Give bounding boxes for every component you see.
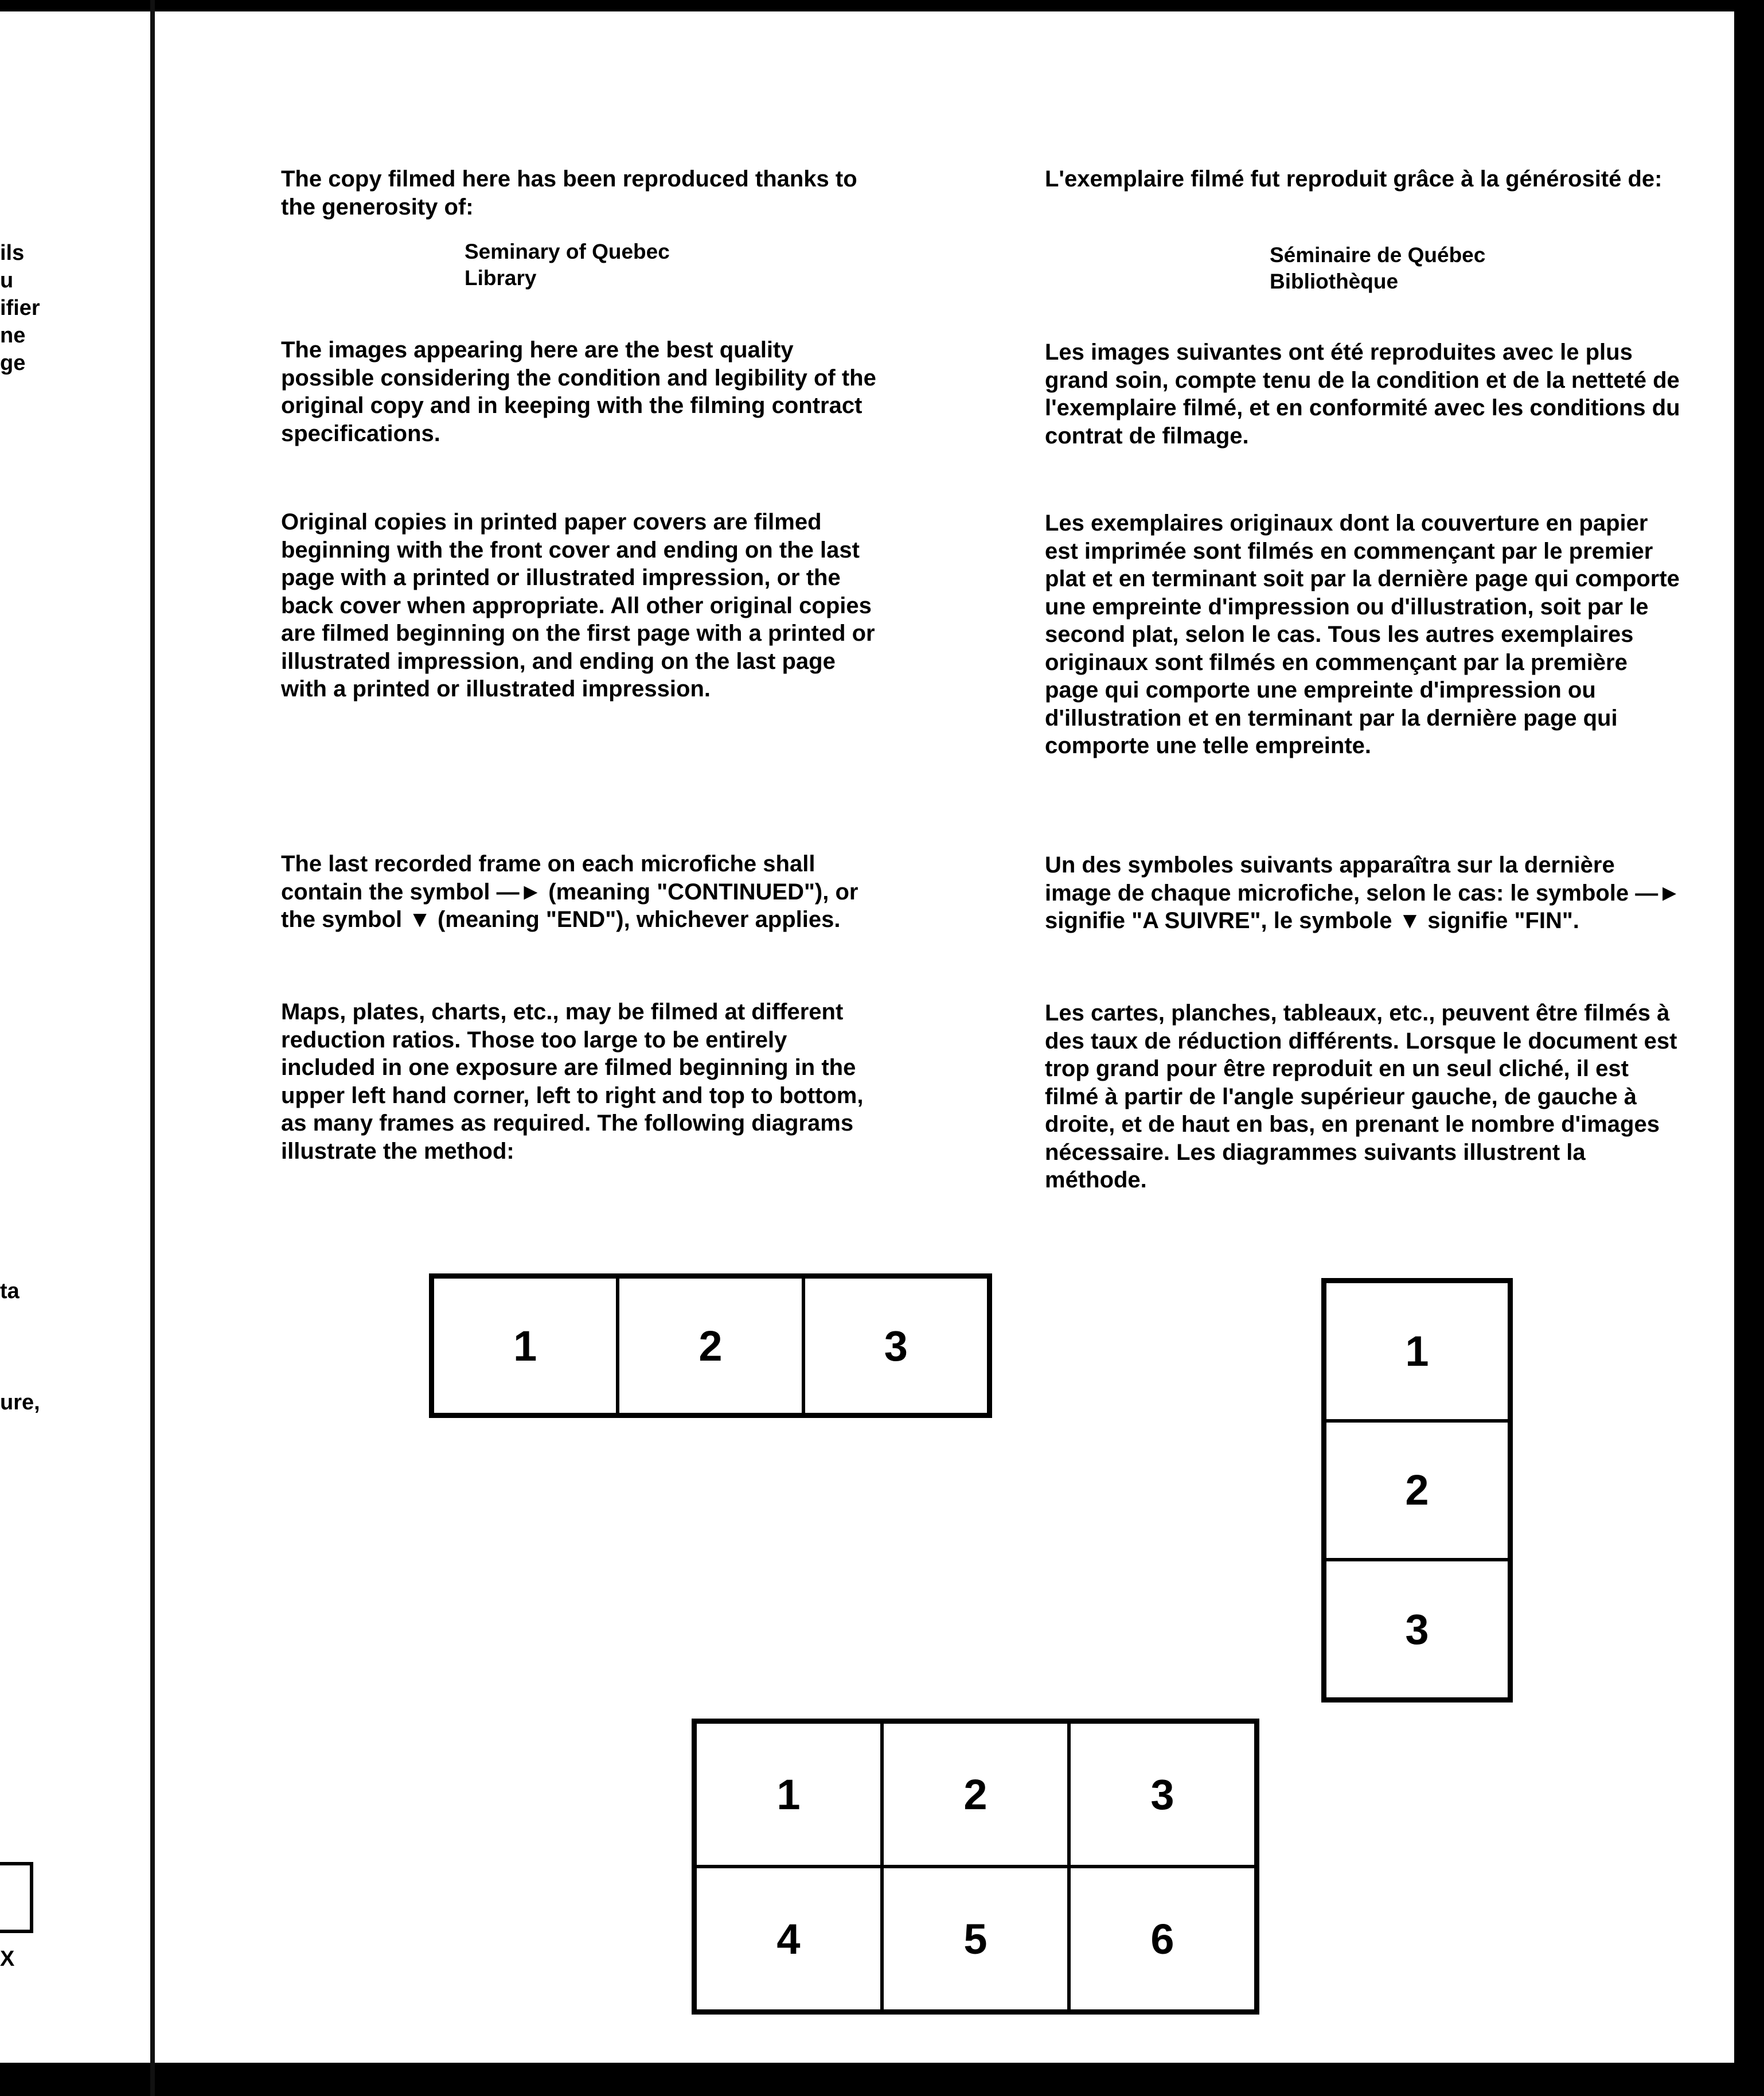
institution-department: Bibliothèque <box>1270 270 1399 293</box>
institution-name: Séminaire de Québec <box>1270 243 1486 267</box>
fragment-text: u <box>0 268 14 293</box>
frame-cell: 1 <box>1325 1281 1509 1421</box>
adjacent-page-fragment <box>0 11 150 2063</box>
english-quality-note: The images appearing here are the best quality possible considering the condition and legibility of the original copy and in keeping with the filming contract specifications. <box>281 337 876 446</box>
fragment-text: ifier <box>0 296 40 320</box>
grid-frame-diagram <box>692 1719 1259 2015</box>
film-border-top <box>0 0 1764 11</box>
french-intro: L'exemplaire filmé fut reproduit grâce à la générosité de: <box>1045 166 1662 192</box>
vertical-frame-diagram <box>1321 1278 1513 1702</box>
frame-cell: 3 <box>1069 1722 1256 1867</box>
page-gutter <box>150 0 155 2096</box>
frame-cell: 1 <box>432 1277 618 1415</box>
fragment-text: ure, <box>0 1390 40 1415</box>
frame-cell: 6 <box>1069 1867 1256 2011</box>
film-border-bottom <box>0 2063 1764 2096</box>
french-institution <box>1270 242 1614 295</box>
english-institution <box>465 239 809 291</box>
frame-cell: 2 <box>1325 1421 1509 1560</box>
english-intro: The copy filmed here has been reproduced thanks to the generosity of: <box>281 166 857 220</box>
fragment-text: ils <box>0 241 25 265</box>
frame-cell: 1 <box>695 1722 882 1867</box>
english-maps-note: Maps, plates, charts, etc., may be filmed at different reduction ratios. Those too large to be entirely included in one exposure are filmed beginning in the upper left hand corner, left to right and top to bottom, as many frames as required. The following diagrams illustrate the method: <box>281 999 864 1164</box>
english-symbol-note: The last recorded frame on each microfiche shall contain the symbol —► (meaning "CONTINUED"), or the symbol ▼ (meaning "END"), whichever applies. <box>281 851 858 932</box>
frame-cell: 3 <box>1325 1560 1509 1699</box>
main-page <box>155 11 1734 2063</box>
frame-cell: 5 <box>882 1867 1069 2011</box>
fragment-text: ta <box>0 1279 19 1303</box>
frame-cell: 4 <box>695 1867 882 2011</box>
fragment-text: X <box>0 1947 15 1971</box>
french-symbol-note: Un des symboles suivants apparaîtra sur la dernière image de chaque microfiche, selon le cas: le symbole —► signifie "A SUIVRE", le symbole ▼ signifie "FIN". <box>1045 852 1681 933</box>
institution-department: Library <box>465 266 537 290</box>
english-original-copies-note: Original copies in printed paper covers are filmed beginning with the front cover and ending on the last page with a printed or illustrated impression, or the back cover when appropriate. All other original copies are filmed beginning on the first page with a printed or illustrated impression, and ending on the last page with a printed or illustrated impression. <box>281 509 875 702</box>
french-column <box>1045 11 1681 1216</box>
fragment-text: ne <box>0 324 26 348</box>
institution-name: Seminary of Quebec <box>465 240 670 263</box>
french-quality-note: Les images suivantes ont été reproduites avec le plus grand soin, compte tenu de la condition et de la netteté de l'exemplaire filmé, et en conformité avec les conditions du contrat de filmage. <box>1045 340 1680 449</box>
frame-cell: 2 <box>618 1277 803 1415</box>
horizontal-frame-diagram <box>429 1273 992 1418</box>
french-maps-note: Les cartes, planches, tableaux, etc., peuvent être filmés à des taux de réduction différents. Lorsque le document est trop grand pour être reproduit en un seul cliché, il est filmé à partir de l'angle supérieur gauche, de gauche à droite, et de haut en bas, en prenant le nombre d'images nécessaire. Les diagrammes suivants illustrent la méthode. <box>1045 1000 1677 1193</box>
film-border-right <box>1734 0 1764 2096</box>
frame-cell: 2 <box>882 1722 1069 1867</box>
french-original-copies-note: Les exemplaires originaux dont la couverture en papier est imprimée sont filmés en commençant par le premier plat et en terminant soit par la dernière page qui comporte une empreinte d'impression ou d'illustration, soit par le second plat, selon le cas. Tous les autres exemplaires originaux sont filmés en commençant par la première page qui comporte une empreinte d'impression ou d'illustration et en terminant par la dernière page qui comporte une telle empreinte. <box>1045 511 1680 758</box>
fragment-text: ge <box>0 351 26 375</box>
english-column <box>281 11 877 1216</box>
fragment-box <box>0 1862 33 1933</box>
frame-cell: 3 <box>803 1277 989 1415</box>
